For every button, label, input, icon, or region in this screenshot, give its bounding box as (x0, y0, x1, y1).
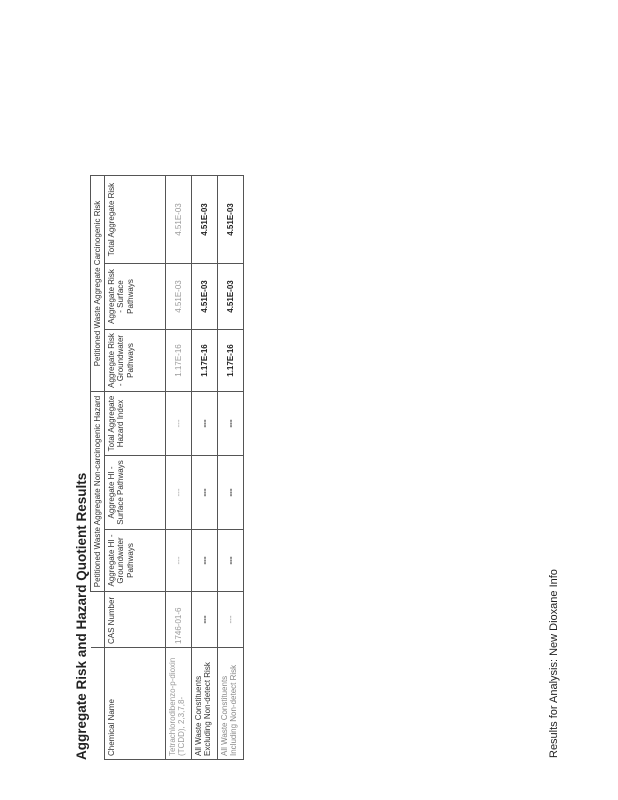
carcinogenic-group-header: Petitioned Waste Aggregate Carcinogenic Risk (91, 176, 105, 392)
cell-risk-surface: 4.51E-03 (166, 264, 192, 330)
cell-risk-groundwater: 1.17E-16 (166, 330, 192, 392)
cell-hi-surface: --- (192, 456, 218, 530)
cell-hi-surface: --- (218, 456, 244, 530)
cell-hi-groundwater: --- (218, 530, 244, 592)
col-header-chemical-name: Chemical Name (105, 648, 166, 760)
aggregate-results-table (90, 175, 244, 760)
cell-hi-groundwater: --- (192, 530, 218, 592)
cell-risk-groundwater: 1.17E-16 (192, 330, 218, 392)
cell-chemical-name: All Waste Constituents Including Non-detect Risk (218, 648, 244, 760)
cell-risk-surface: 4.51E-03 (218, 264, 244, 330)
cell-total-hi: --- (218, 392, 244, 456)
analysis-footer: Results for Analysis: New Dioxane Info (548, 569, 560, 758)
cell-total-risk: 4.51E-03 (166, 176, 192, 264)
noncarcinogenic-group-header: Petitioned Waste Aggregate Non-carcinogenic Hazard (91, 392, 105, 592)
cell-hi-surface: --- (166, 456, 192, 530)
cell-total-hi: --- (192, 392, 218, 456)
cell-cas-number: --- (192, 592, 218, 648)
col-header-cas-number: CAS Number (105, 592, 166, 648)
table-row (192, 176, 218, 760)
col-header-total-risk: Total Aggregate Risk (105, 176, 166, 264)
page-title: Aggregate Risk and Hazard Quotient Results (74, 472, 89, 760)
cell-risk-surface: 4.51E-03 (192, 264, 218, 330)
cell-cas-number: --- (218, 592, 244, 648)
cell-total-risk: 4.51E-03 (218, 176, 244, 264)
cell-cas-number: 1746-01-6 (166, 592, 192, 648)
cell-chemical-name: All Waste Constituents Excluding Non-detect Risk (192, 648, 218, 760)
cell-hi-groundwater: --- (166, 530, 192, 592)
col-header-risk-surface: Aggregate Risk - Surface Pathways (105, 264, 166, 330)
col-header-total-hi: Total Aggregate Hazard Index (105, 392, 166, 456)
group-header-row (91, 176, 105, 760)
column-header-row (105, 176, 166, 760)
col-header-hi-surface: Aggregate HI - Surface Pathways (105, 456, 166, 530)
col-header-risk-groundwater: Aggregate Risk - Groundwater Pathways (105, 330, 166, 392)
cell-chemical-name: Tetrachlorodibenzo-p-dioxin (TCDD), 2,3,7,8- (166, 648, 192, 760)
col-header-hi-groundwater: Aggregate HI - Groundwater Pathways (105, 530, 166, 592)
table-row (166, 176, 192, 760)
table-row (218, 176, 244, 760)
cell-total-hi: --- (166, 392, 192, 456)
cell-risk-groundwater: 1.17E-16 (218, 330, 244, 392)
cell-total-risk: 4.51E-03 (192, 176, 218, 264)
